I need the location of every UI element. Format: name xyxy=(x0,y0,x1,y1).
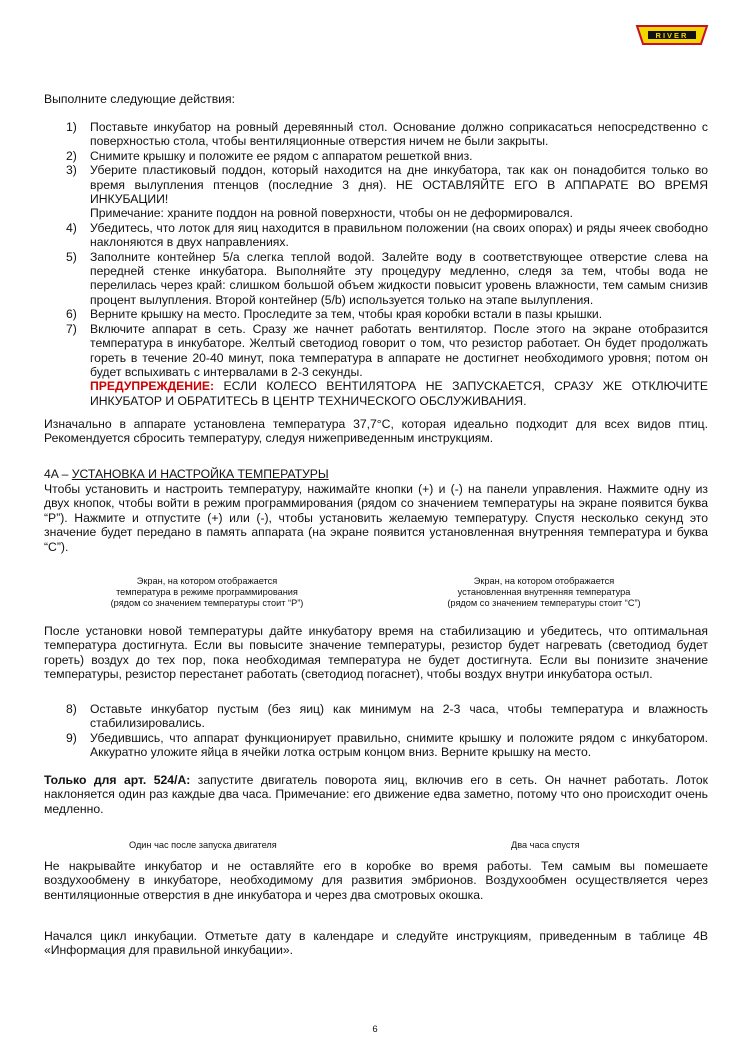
final-paragraph: Начался цикл инкубации. Отметьте дату в календаре и следуйте инструкциям, приведенным в таблице 4B «Информация для правильной инкубации». xyxy=(44,929,708,958)
article-label: Только для арт. 524/A: xyxy=(44,773,191,787)
section-heading xyxy=(44,467,708,481)
caption-line: установленная внутренняя температура xyxy=(457,587,631,598)
step-text: Поставьте инкубатор на ровный деревянный стол. Основание должно соприкасаться непосредственно с поверхностью стола, чтобы вентиляционные отверстия ничем не были закрыты. xyxy=(90,120,708,149)
step-number: 6) xyxy=(66,307,77,322)
step-number: 8) xyxy=(66,702,77,716)
cover-paragraph: Не накрывайте инкубатор и не оставляйте его в коробке во время работы. Тем самым вы помешаете воздухообмену в инкубаторе, необходимому для развития эмбрионов. Воздухообмен осуществляется через вентиляционные отверстия в дне инкубатора и через два смотровых окошка. xyxy=(44,859,708,902)
list-item xyxy=(66,221,708,250)
river-logo xyxy=(633,24,711,46)
step-text: Заполните контейнер 5/a слегка теплой водой. Залейте воду в соответствующее отверстие слева на передней стенке инкубатора. Выполняйте эту процедуру медленно, следя за тем, чтобы вода не перелилась через край: слишком большой объем жидкости повысит уровень влажности, тем самым снизив процент вылупления. Второй контейнер (5/b) используется только на этапе вылупления. xyxy=(90,249,708,307)
list-item xyxy=(66,163,708,206)
step-number: 9) xyxy=(66,730,77,745)
step-text: Верните крышку на место. Проследите за тем, чтобы края коробки встали в пазы крышки. xyxy=(90,307,603,322)
after-setting-paragraph: После установки новой температуры дайте инкубатору время на стабилизацию и убедитесь, что оптимальная температура достигнута. Если вы повысите значение температуры, резистор будет нагревать (светодиод будет гореть) воздух до тех пор, пока необходимая температура не будет достигнута. Если вы понизите значение температуры, резистор перестанет работать (светодиод погаснет), чтобы воздух внутри инкубатора остыл. xyxy=(44,624,708,682)
list-item xyxy=(66,250,708,308)
step-text: Оставьте инкубатор пустым (без яиц) как минимум на 2-3 часа, чтобы температура и влажность стабилизировались. xyxy=(90,702,708,731)
step-number: 2) xyxy=(66,148,77,163)
article-paragraph xyxy=(44,773,708,816)
step-number: 1) xyxy=(66,120,77,134)
list-item xyxy=(66,731,708,760)
caption-line: (рядом со значением температуры стоит “C”) xyxy=(447,598,641,609)
steps-list-2 xyxy=(66,702,708,760)
caption-one-hour: Один час после запуска двигателя xyxy=(129,840,277,850)
section-paragraph: Чтобы установить и настроить температуру, нажимайте кнопки (+) и (-) на панели управления. Нажмите одну из двух кнопок, чтобы войти в режим программирования (рядом со значением температуры на экране появится буква “P”). Нажмите и отпустите (+) или (-), чтобы установить желаемую температуру. Спустя несколько секунд это значение будет передано в память аппарата (на экране появится установленная внутренняя температура и буква “C”). xyxy=(44,482,708,554)
step-text: Снимите крышку и положите ее рядом с аппаратом решеткой вниз. xyxy=(90,148,473,163)
caption-line: Экран, на котором отображается xyxy=(136,576,278,586)
warning-label: ПРЕДУПРЕЖДЕНИЕ: xyxy=(90,379,215,394)
article-text: запустите двигатель поворота яиц, включив его в сеть. Он начнет работать. Лоток наклоняется один раз каждые два часа. Примечание: его движение едва заметно, потому что оно происходит очень медленно. xyxy=(44,773,708,816)
temperature-paragraph: Изначально в аппарате установлена температура 37,7°С, которая идеально подходит для всех видов птиц. Рекомендуется сбросить температуру, следуя нижеприведенным инструкциям. xyxy=(44,417,708,446)
step-text: Убедитесь, что лоток для яиц находится в правильном положении (на своих опорах) и ряды ячеек свободно наклоняются в двух направлениях. xyxy=(90,220,708,250)
steps-list xyxy=(66,120,708,408)
list-item xyxy=(66,307,708,321)
caption-line: (рядом со значением температуры стоит “P”) xyxy=(110,598,304,609)
list-item xyxy=(66,149,708,163)
logo-text: RIVER xyxy=(655,31,689,40)
caption-two-hours: Два часа спустя xyxy=(511,840,580,850)
list-item xyxy=(66,322,708,408)
step-note: Примечание: храните поддон на ровной поверхности, чтобы он не деформировался. xyxy=(90,206,573,221)
step-number: 4) xyxy=(66,220,77,235)
list-item xyxy=(66,120,708,149)
list-item xyxy=(66,702,708,731)
step-text: Убедившись, что аппарат функционирует правильно, снимите крышку и положите рядом с инкубатором. Аккуратно уложите яйца в ячейки лотка острым концом вниз. Верните крышку на место. xyxy=(90,730,708,760)
step-text: Включите аппарат в сеть. Сразу же начнет работать вентилятор. После этого на экране отобразится температура в инкубаторе. Желтый светодиод говорит о том, что резистор работает. Он будет продолжать гореть в течение 20-40 минут, пока температура в аппарате не достигнет необходимого уровня; потом он будет вспыхивать с интервалами в 2-3 секунды. xyxy=(90,321,708,379)
intro-text: Выполните следующие действия: xyxy=(44,92,235,106)
caption-set-temperature-screen xyxy=(414,576,674,610)
caption-line: Экран, на котором отображается xyxy=(473,576,615,586)
step-number: 7) xyxy=(66,321,77,336)
caption-line: температура в режиме программирования xyxy=(116,587,298,598)
step-number: 3) xyxy=(66,163,77,178)
page-number: 6 xyxy=(372,1024,378,1035)
step-number: 5) xyxy=(66,249,77,264)
warning-text: ЕСЛИ КОЛЕСО ВЕНТИЛЯТОРА НЕ ЗАПУСКАЕТСЯ, СРАЗУ ЖЕ ОТКЛЮЧИТЕ ИНКУБАТОР И ОБРАТИТЕСЬ В ЦЕНТР ТЕХНИЧЕСКОГО ОБСЛУЖИВАНИЯ. xyxy=(90,379,708,408)
step-text: Уберите пластиковый поддон, который находится на дне инкубатора, так как он понадобится только во время вылупления птенцов (последние 3 дня). НЕ ОСТАВЛЯЙТЕ ЕГО В АППАРАТЕ ВО ВРЕМЯ ИНКУБАЦИИ! xyxy=(90,163,708,207)
caption-programming-screen xyxy=(77,576,337,610)
section-prefix: 4A – xyxy=(44,467,72,481)
section-title: УСТАНОВКА И НАСТРОЙКА ТЕМПЕРАТУРЫ xyxy=(71,467,329,481)
